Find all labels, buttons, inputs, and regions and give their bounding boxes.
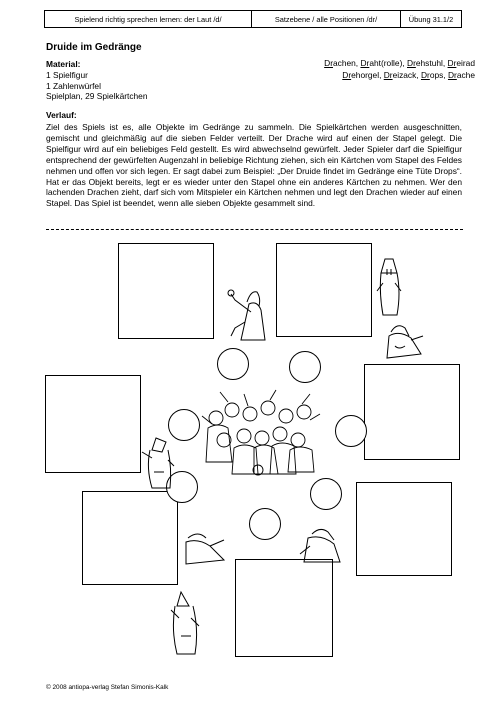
material-heading: Material: [46, 59, 81, 69]
word-onset: Dr [407, 58, 416, 68]
path-circle[interactable] [335, 415, 367, 447]
board-field-6[interactable] [356, 482, 452, 576]
board-field-1[interactable] [118, 243, 214, 339]
word-rest: eirad [456, 58, 475, 68]
board-field-7[interactable] [235, 559, 333, 657]
druid-figure-icon [373, 255, 405, 319]
procedure-text: Ziel des Spiels ist es, alle Objekte im Gedränge zu sammeln. Die Spielkärtchen werden ausgeschnitten, gemischt und gleichmäßig auf die sieben Felder verteilt. Der Drache wird auf einen der Stapel gelegt. Die Spielfigur wird auf ein beliebiges Feld gestellt. Es wird abwechselnd gewürfelt. Jeder Spieler darf die Spielfigur entsprechend der gewürfelten Augenzahl in beliebige Richtung ziehen, sich ein Kärtchen vom Stapel des Feldes nehmen und offen vor sich legen. Er sagt dabei zum Beispiel: „Der Druide findet im Gedränge eine Tüte Drops“. Hat er das Objekt bereits, legt er es wieder unter den Stapel ohne ein anderes Kärtchen zu nehmen. Wer den lachenden Drachen zieht, darf sich vom Mitspieler ein Kärtchen nehmen und legt den Drachen wieder auf einen Stapel. Das Spiel ist beendet, wenn alle sieben Objekte gesammelt sind. [46, 122, 462, 209]
word-onset: Dr [383, 69, 393, 80]
word-onset: Dr [342, 69, 352, 80]
word-onset: Dr [360, 58, 370, 68]
word-rest: ehstuhl, [415, 58, 448, 68]
word-rest: aht(rolle), [369, 58, 408, 68]
material-item: 1 Zahlenwürfel [46, 80, 101, 91]
footer-copyright: © 2008 antiopa-verlag Stefan Simonis-Kalk [46, 684, 169, 691]
path-circle[interactable] [310, 478, 342, 510]
cut-line [46, 229, 463, 230]
header-subject: Spielend richtig sprechen lernen: der Laut /d/ [45, 11, 252, 27]
druid-figure-icon [296, 526, 346, 568]
word-rest: eizack, [392, 69, 421, 80]
target-words [324, 58, 475, 81]
procedure-heading: Verlauf: [46, 110, 77, 120]
material-list [46, 70, 148, 102]
board-field-5[interactable] [82, 491, 178, 585]
druid-figure-icon [167, 588, 203, 660]
target-words-line-2 [324, 70, 475, 82]
druid-figure-icon [180, 530, 232, 568]
word-onset: Dr [447, 69, 457, 80]
header-exercise: Übung 31.1/2 [408, 14, 454, 24]
path-circle[interactable] [289, 351, 321, 383]
word-onset: Dr [447, 58, 457, 68]
word-rest: achen, [332, 58, 361, 68]
board-field-3[interactable] [45, 375, 141, 473]
page-title: Druide im Gedränge [46, 42, 142, 53]
board-field-2[interactable] [276, 243, 372, 337]
crowd-illustration-icon [198, 388, 322, 480]
druid-figure-icon [140, 432, 178, 492]
word-rest: ache [456, 69, 475, 80]
druid-figure-icon [381, 322, 431, 362]
druid-figure-icon [225, 288, 275, 342]
header-level: Satzebene / alle Positionen /dr/ [252, 11, 401, 27]
path-circle[interactable] [249, 508, 281, 540]
target-words-line-1 [324, 58, 475, 70]
path-circle[interactable] [217, 348, 249, 380]
word-onset: Dr [324, 58, 333, 68]
word-rest: ops, [429, 69, 448, 80]
material-item: 1 Spielfigur [46, 70, 88, 80]
header-bar [44, 10, 462, 28]
word-rest: ehorgel, [351, 69, 384, 80]
board-field-4[interactable] [364, 364, 460, 460]
word-onset: Dr [420, 69, 430, 80]
material-item: Spielplan, 29 Spielkärtchen [46, 91, 148, 102]
